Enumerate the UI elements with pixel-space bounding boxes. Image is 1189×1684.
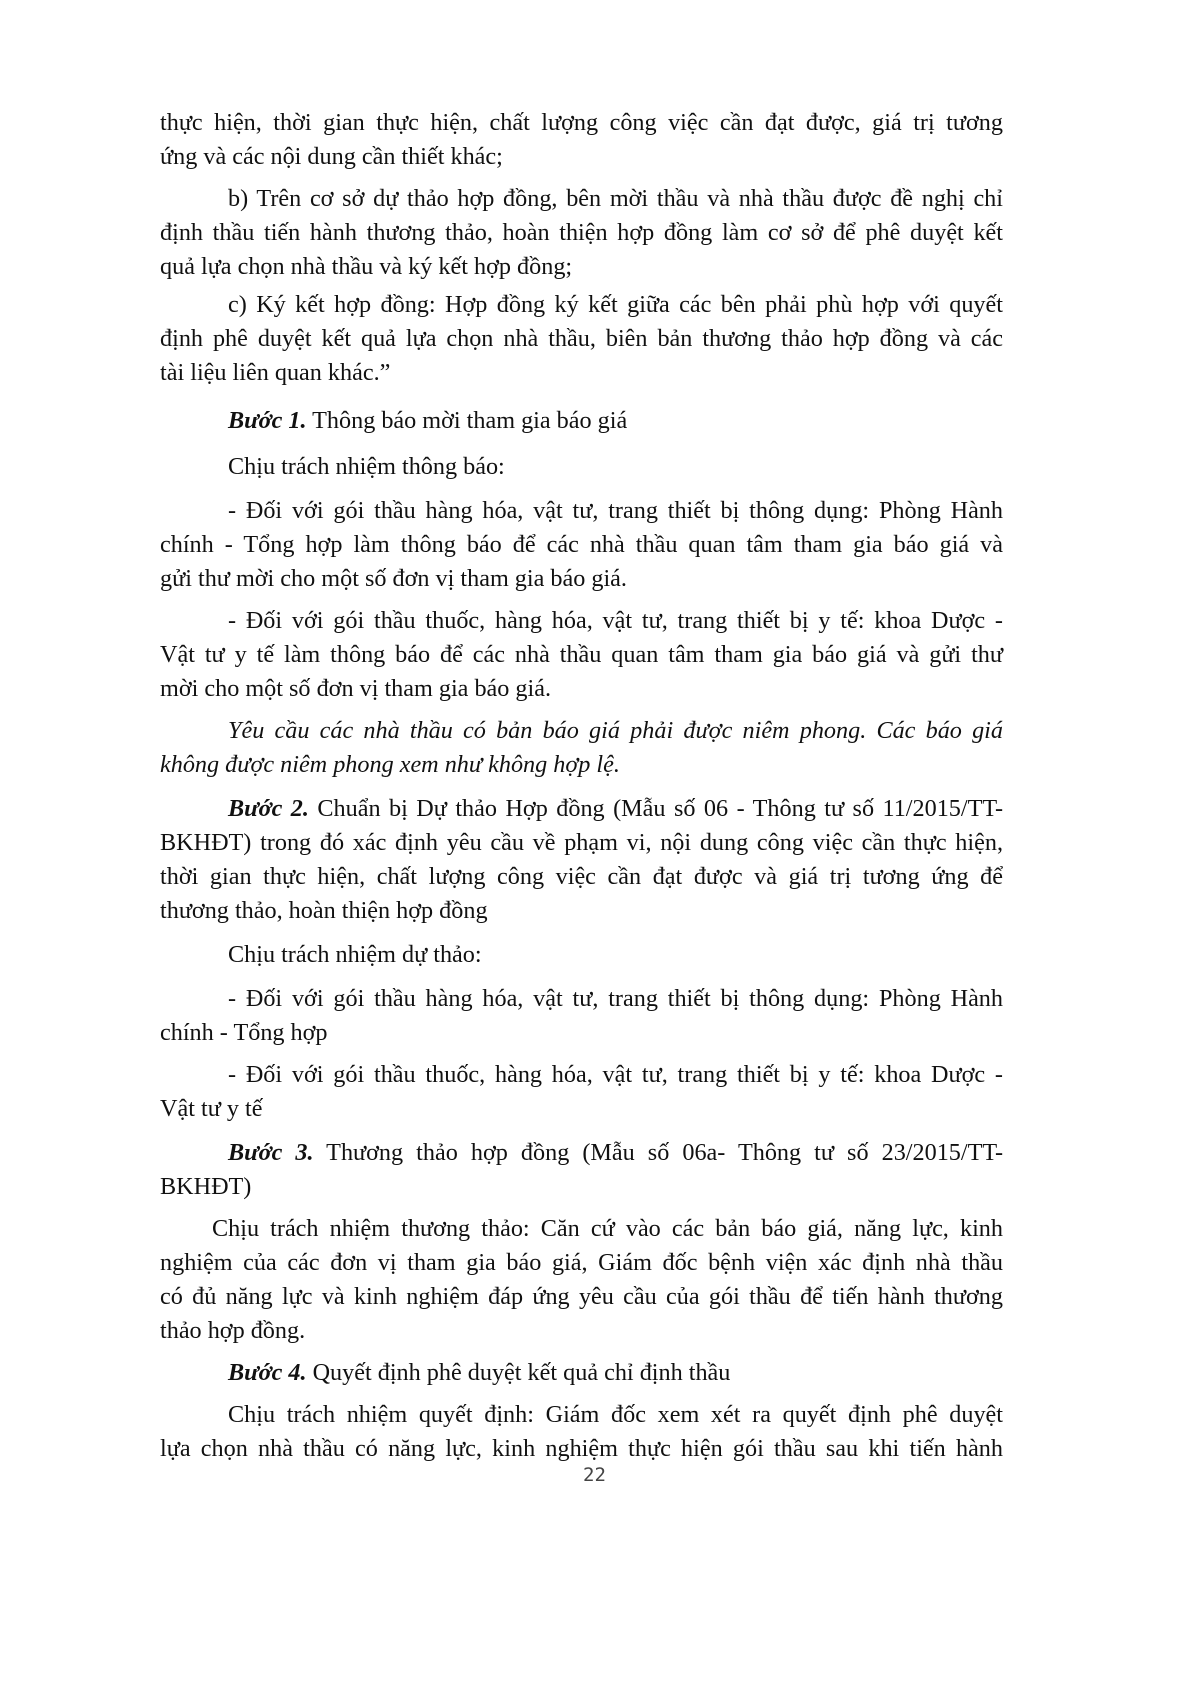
page-number: 22: [583, 1464, 606, 1486]
step-4-label: Bước 4.: [228, 1359, 307, 1386]
text-line: định thầu tiến hành thương thảo, hoàn thiện hợp đồng làm cơ sở để phê duyệt kết: [160, 219, 1003, 246]
step-4-heading: [228, 1358, 1003, 1388]
step-1-title: Thông báo mời tham gia báo giá: [306, 407, 628, 434]
text-line: thương thảo, hoàn thiện hợp đồng: [160, 897, 488, 924]
text-line: mời cho một số đơn vị tham gia báo giá.: [160, 675, 552, 702]
text-line: chính - Tổng hợp làm thông báo để các nhà thầu quan tâm tham gia báo giá và: [160, 531, 1003, 558]
text-line: b) Trên cơ sở dự thảo hợp đồng, bên mời thầu và nhà thầu được đề nghị chỉ: [228, 185, 1003, 212]
step-1-heading: [228, 406, 1003, 436]
text-line: - Đối với gói thầu thuốc, hàng hóa, vật tư, trang thiết bị y tế: khoa Dược -: [228, 607, 1003, 634]
step-3-heading: [228, 1138, 1003, 1168]
step-1-label: Bước 1.: [228, 407, 307, 434]
step-3-label: Bước 3.: [228, 1139, 314, 1166]
italic-note-line: Yêu cầu các nhà thầu có bản báo giá phải được niêm phong. Các báo giá: [228, 717, 1003, 744]
text-line: Chịu trách nhiệm thông báo:: [228, 453, 505, 480]
text-line: có đủ năng lực và kinh nghiệm đáp ứng yêu cầu của gói thầu để tiến hành thương: [160, 1283, 1003, 1310]
text-line: Vật tư y tế làm thông báo để các nhà thầu quan tâm tham gia báo giá và gửi thư: [160, 641, 1003, 668]
text-line: thực hiện, thời gian thực hiện, chất lượng công việc cần đạt được, giá trị tương: [160, 109, 1003, 136]
text-line: BKHĐT): [160, 1173, 252, 1200]
italic-note-line: không được niêm phong xem như không hợp lệ.: [160, 751, 620, 778]
text-line: Chịu trách nhiệm dự thảo:: [228, 941, 482, 968]
text-line: - Đối với gói thầu hàng hóa, vật tư, trang thiết bị thông dụng: Phòng Hành: [228, 985, 1003, 1012]
text-line: nghiệm của các đơn vị tham gia báo giá, Giám đốc bệnh viện xác định nhà thầu: [160, 1249, 1003, 1276]
step-3-title: Thương thảo hợp đồng (Mẫu số 06a- Thông tư số 23/2015/TT-: [313, 1139, 1004, 1166]
text-line: Chịu trách nhiệm quyết định: Giám đốc xem xét ra quyết định phê duyệt: [228, 1401, 1003, 1428]
text-line: Vật tư y tế: [160, 1095, 263, 1122]
step-4-title: Quyết định phê duyệt kết quả chỉ định thầu: [306, 1359, 731, 1386]
text-line: thảo hợp đồng.: [160, 1317, 306, 1344]
text-line: - Đối với gói thầu hàng hóa, vật tư, trang thiết bị thông dụng: Phòng Hành: [228, 497, 1003, 524]
text-line: gửi thư mời cho một số đơn vị tham gia báo giá.: [160, 565, 627, 592]
text-line: thời gian thực hiện, chất lượng công việc cần đạt được và giá trị tương ứng để: [160, 863, 1003, 890]
text-line: chính - Tổng hợp: [160, 1019, 328, 1046]
text-line: lựa chọn nhà thầu có năng lực, kinh nghiệm thực hiện gói thầu sau khi tiến hành: [160, 1435, 1003, 1462]
text-line: quả lựa chọn nhà thầu và ký kết hợp đồng;: [160, 253, 573, 280]
text-line: tài liệu liên quan khác.”: [160, 359, 391, 386]
text-line: định phê duyệt kết quả lựa chọn nhà thầu, biên bản thương thảo hợp đồng và các: [160, 325, 1003, 352]
text-line: - Đối với gói thầu thuốc, hàng hóa, vật tư, trang thiết bị y tế: khoa Dược -: [228, 1061, 1003, 1088]
step-2-title: Chuẩn bị Dự thảo Hợp đồng (Mẫu số 06 - Thông tư số 11/2015/TT-: [308, 795, 1003, 822]
text-line: BKHĐT) trong đó xác định yêu cầu về phạm vi, nội dung công việc cần thực hiện,: [160, 829, 1003, 856]
step-2-label: Bước 2.: [228, 795, 309, 822]
step-2-heading: [228, 794, 1003, 824]
text-line: ứng và các nội dung cần thiết khác;: [160, 143, 503, 170]
text-line: Chịu trách nhiệm thương thảo: Căn cứ vào các bản báo giá, năng lực, kinh: [212, 1215, 1003, 1242]
text-line: c) Ký kết hợp đồng: Hợp đồng ký kết giữa các bên phải phù hợp với quyết: [228, 291, 1003, 318]
